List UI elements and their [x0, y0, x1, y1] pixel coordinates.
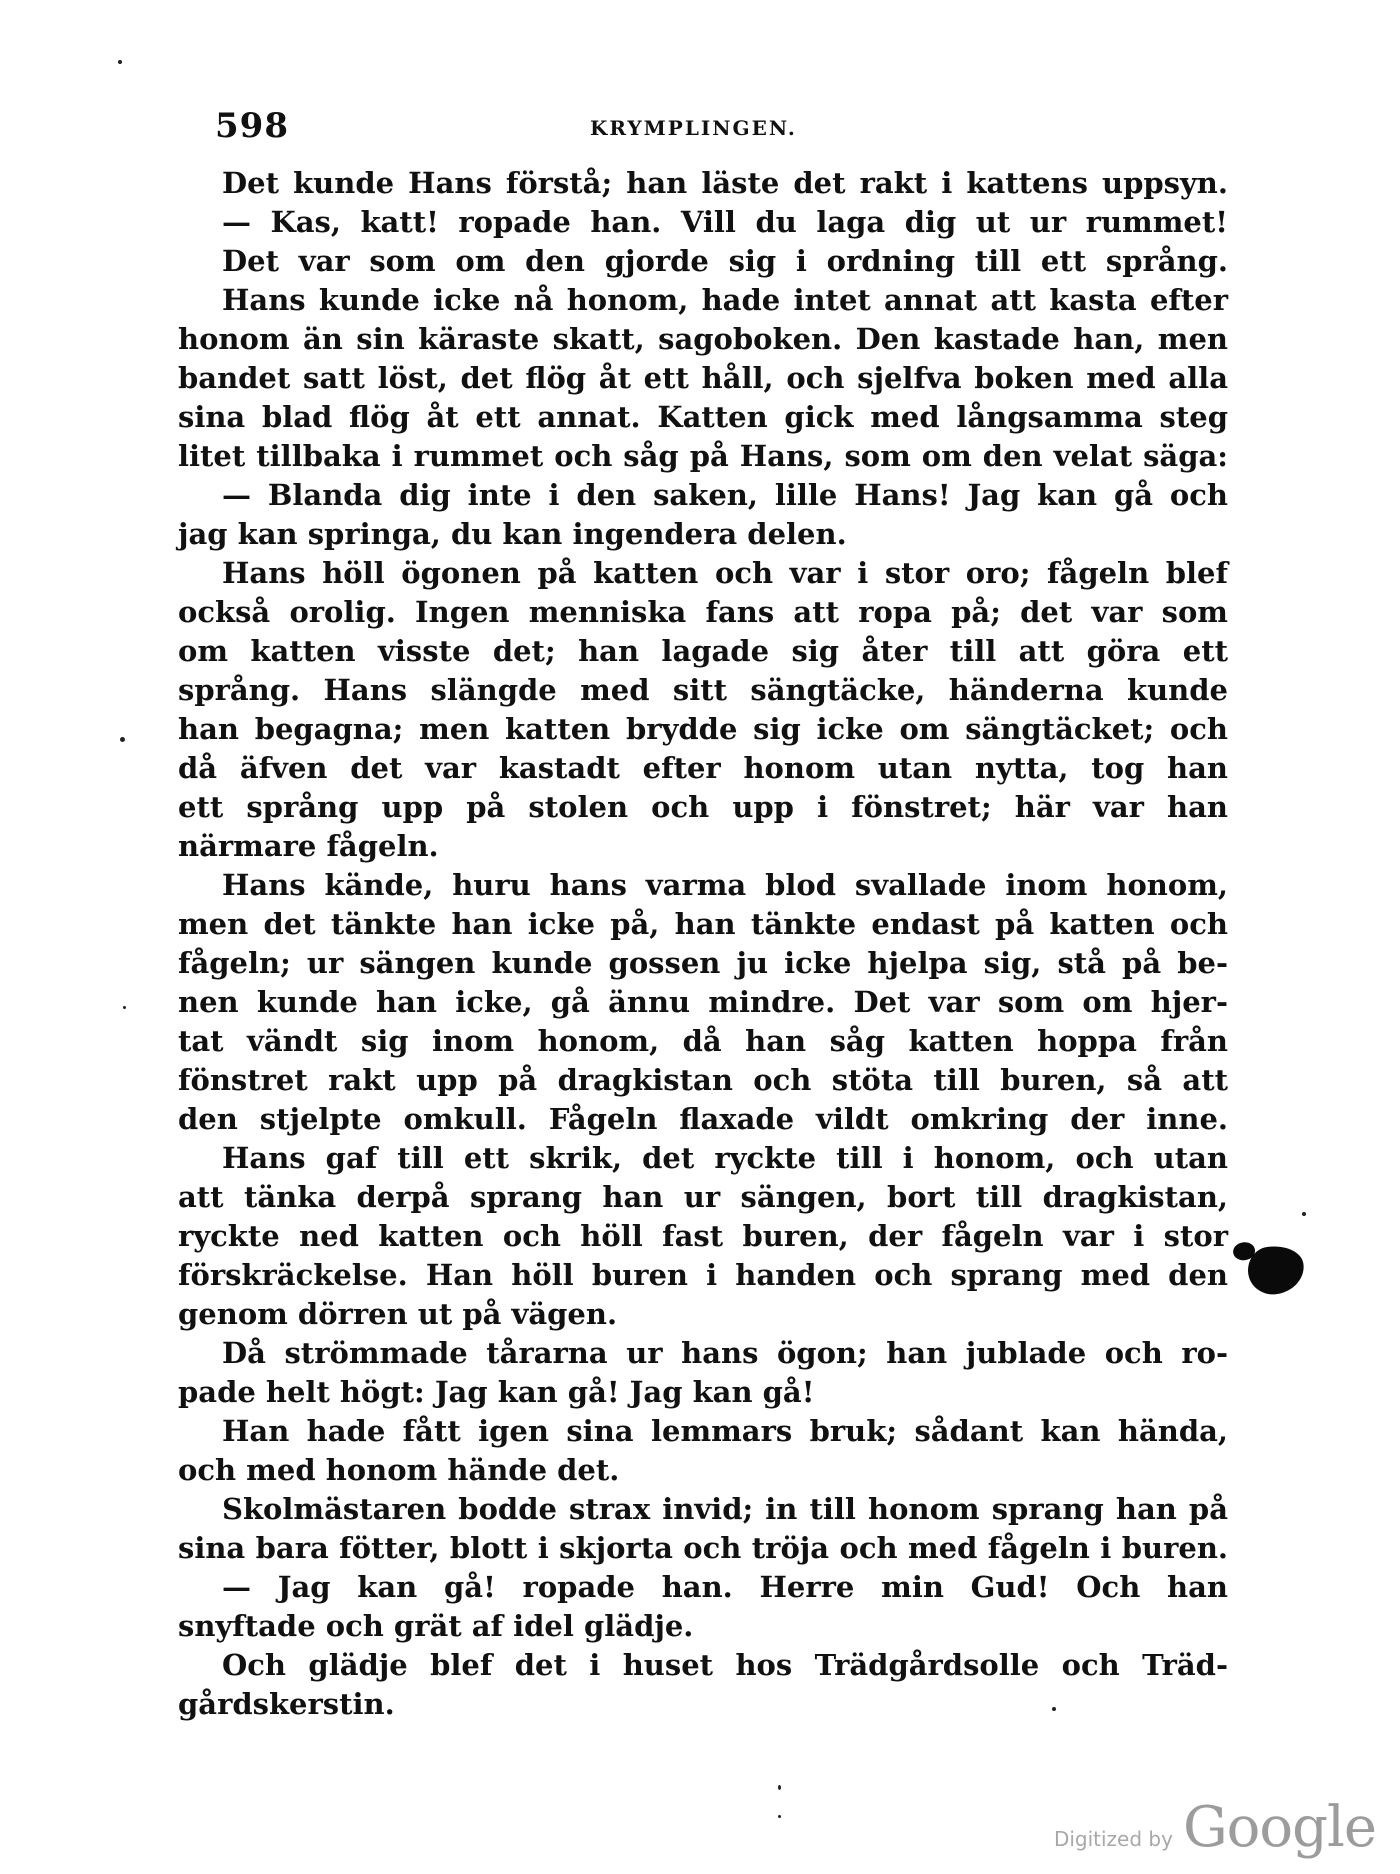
text-line: tat vändt sig inom honom, då han såg katten hoppa från — [178, 1024, 1228, 1058]
text-line: jag kan springa, du kan ingendera delen. — [178, 517, 847, 551]
text-line: ryckte ned katten och höll fast buren, der fågeln var i stor — [178, 1219, 1228, 1253]
text-line: snyftade och grät af idel glädje. — [178, 1609, 694, 1643]
text-line: han begagna; men katten brydde sig icke om sängtäcket; och — [178, 712, 1228, 746]
text-line: språng. Hans slängde med sitt sängtäcke, händerna kunde — [178, 673, 1228, 707]
watermark-prefix: Digitized by — [1053, 1827, 1173, 1851]
text-line: honom än sin käraste skatt, sagoboken. Den kastade han, men — [178, 322, 1228, 356]
scan-speck — [1302, 1212, 1306, 1216]
text-line: den stjelpte omkull. Fågeln flaxade vildt omkring der inne. — [178, 1102, 1228, 1136]
ink-blot — [1245, 1242, 1307, 1297]
digitized-watermark — [1054, 1795, 1376, 1860]
scan-speck — [118, 60, 122, 64]
text-line: närmare fågeln. — [178, 829, 439, 863]
text-line: förskräckelse. Han höll buren i handen och sprang med den — [178, 1258, 1228, 1292]
text-line: Då strömmade tårarna ur hans ögon; han jublade och ro- — [222, 1336, 1228, 1370]
scan-speck — [778, 1815, 781, 1818]
scan-speck — [1052, 1707, 1056, 1711]
text-line: att tänka derpå sprang han ur sängen, bort till dragkistan, — [178, 1180, 1228, 1214]
text-line: men det tänkte han icke på, han tänkte endast på katten och — [178, 907, 1228, 941]
text-line: — Blanda dig inte i den saken, lille Hans! Jag kan gå och — [222, 478, 1228, 512]
text-line: bandet satt löst, det flög åt ett håll, och sjelfva boken med alla — [178, 361, 1228, 395]
body-text — [178, 164, 1228, 1724]
text-line: genom dörren ut på vägen. — [178, 1297, 618, 1331]
text-line: Hans höll ögonen på katten och var i stor oro; fågeln blef — [222, 556, 1228, 590]
text-line: gårdskerstin. — [178, 1687, 395, 1721]
text-line: då äfven det var kastadt efter honom utan nytta, tog han — [178, 751, 1228, 785]
text-line: Det var som om den gjorde sig i ordning till ett språng. — [222, 244, 1228, 278]
text-line: också orolig. Ingen menniska fans att ropa på; det var som — [178, 595, 1228, 629]
text-line: fönstret rakt upp på dragkistan och stöta till buren, så att — [178, 1063, 1228, 1097]
text-line: pade helt högt: Jag kan gå! Jag kan gå! — [178, 1375, 815, 1409]
text-line: ett språng upp på stolen och upp i fönstret; här var han — [178, 790, 1228, 824]
scan-speck — [778, 1785, 781, 1790]
text-line: Och glädje blef det i huset hos Trädgårdsolle och Träd- — [222, 1648, 1228, 1682]
google-logo: Google — [1182, 1795, 1376, 1860]
text-line: om katten visste det; han lagade sig åter till att göra ett — [178, 634, 1228, 668]
page-header — [215, 106, 1225, 146]
text-line: — Jag kan gå! ropade han. Herre min Gud! Och han — [222, 1570, 1228, 1604]
text-line: Hans kände, huru hans varma blod svallade inom honom, — [222, 868, 1228, 902]
text-line: Han hade fått igen sina lemmars bruk; sådant kan hända, — [222, 1414, 1228, 1448]
scan-speck — [123, 1006, 126, 1009]
text-line: Skolmästaren bodde strax invid; in till honom sprang han på — [222, 1492, 1228, 1526]
running-title: KRYMPLINGEN. — [590, 116, 797, 140]
text-line: Det kunde Hans förstå; han läste det rakt i kattens uppsyn. — [222, 166, 1228, 200]
page-number: 598 — [215, 106, 289, 146]
text-line: sina bara fötter, blott i skjorta och tröja och med fågeln i buren. — [178, 1531, 1228, 1565]
text-line: sina blad flög åt ett annat. Katten gick med långsamma steg — [178, 400, 1228, 434]
text-line: Hans gaf till ett skrik, det ryckte till i honom, och utan — [222, 1141, 1228, 1175]
text-line: — Kas, katt! ropade han. Vill du laga dig ut ur rummet! — [222, 205, 1228, 239]
text-line: litet tillbaka i rummet och såg på Hans, som om den velat säga: — [178, 439, 1228, 473]
scan-speck — [120, 737, 125, 742]
text-line: fågeln; ur sängen kunde gossen ju icke hjelpa sig, stå på be- — [178, 946, 1228, 980]
text-line: Hans kunde icke nå honom, hade intet annat att kasta efter — [222, 283, 1228, 317]
text-line: och med honom hände det. — [178, 1453, 620, 1487]
text-line: nen kunde han icke, gå ännu mindre. Det var som om hjer- — [178, 985, 1228, 1019]
